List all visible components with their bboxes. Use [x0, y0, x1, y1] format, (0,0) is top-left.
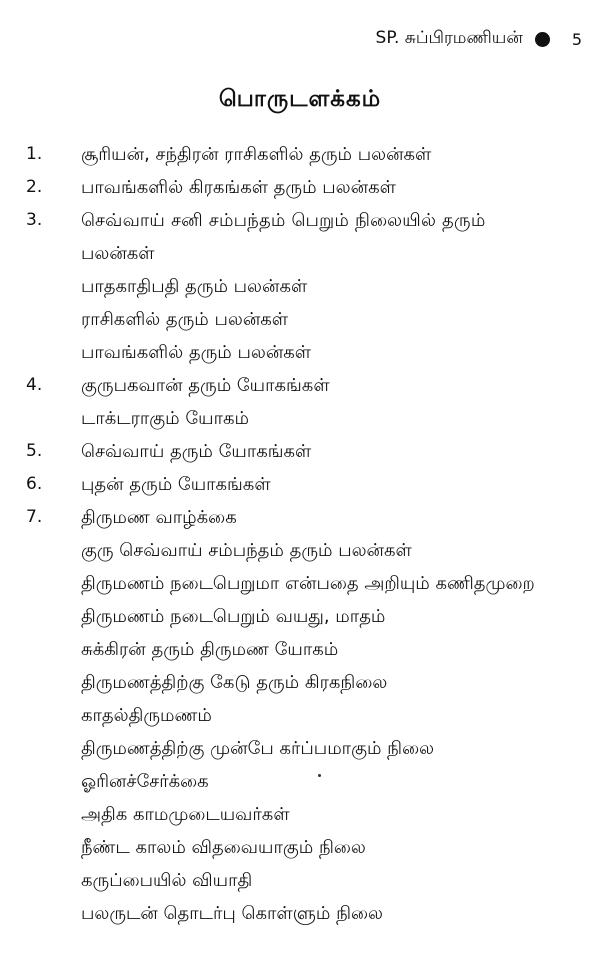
toc-line — [0, 270, 600, 303]
toc-text: சூரியன், சந்திரன் ராசிகளில் தரும் பலன்கள் — [81, 144, 432, 165]
toc-number: 6. — [26, 474, 43, 494]
bullet-dot-icon — [535, 32, 550, 47]
toc-line — [0, 732, 600, 765]
contents-title: பொருடளக்கம் — [218, 86, 382, 112]
toc-line — [0, 435, 600, 468]
toc-line — [0, 567, 600, 600]
toc-number: 4. — [26, 375, 43, 395]
table-of-contents — [0, 138, 600, 930]
author-name: SP. சுப்பிரமணியன் — [375, 28, 523, 48]
toc-text: திருமணத்திற்கு முன்பே கர்ப்பமாகும் நிலை — [81, 738, 435, 759]
toc-text: பாதகாதிபதி தரும் பலன்கள் — [81, 276, 308, 297]
toc-line — [0, 765, 600, 798]
toc-line — [0, 237, 600, 270]
toc-text: பாவங்களில் தரும் பலன்கள் — [81, 342, 312, 363]
page-number: 5 — [571, 29, 582, 49]
toc-line — [0, 831, 600, 864]
toc-line — [0, 138, 600, 171]
toc-text: பலருடன் தொடர்பு கொள்ளும் நிலை — [81, 903, 383, 924]
toc-number: 3. — [26, 210, 43, 230]
toc-line — [0, 666, 600, 699]
toc-line — [0, 633, 600, 666]
toc-line — [0, 534, 600, 567]
toc-line — [0, 699, 600, 732]
toc-text: ராசிகளில் தரும் பலன்கள் — [81, 309, 289, 330]
toc-line — [0, 501, 600, 534]
toc-line — [0, 204, 600, 237]
toc-text: சுக்கிரன் தரும் திருமண யோகம் — [81, 639, 339, 660]
toc-line — [0, 897, 600, 930]
toc-text: திருமண வாழ்க்கை — [81, 507, 237, 528]
toc-line — [0, 798, 600, 831]
toc-line — [0, 336, 600, 369]
toc-number: 5. — [26, 441, 43, 461]
toc-text: புதன் தரும் யோகங்கள் — [81, 474, 271, 495]
toc-number: 1. — [26, 144, 43, 164]
toc-text: காதல்திருமணம் — [81, 705, 212, 726]
toc-line — [0, 468, 600, 501]
toc-line — [0, 402, 600, 435]
toc-text: திருமணம் நடைபெறுமா என்பதை அறியும் கணிதமுறை — [81, 573, 535, 594]
toc-text: செவ்வாய் சனி சம்பந்தம் பெறும் நிலையில் தரும் — [81, 210, 486, 231]
toc-text: ஓரினச்சேர்க்கை — [81, 771, 209, 792]
toc-line — [0, 171, 600, 204]
toc-line — [0, 864, 600, 897]
toc-text: கருப்பையில் வியாதி — [81, 870, 253, 891]
toc-text: செவ்வாய் தரும் யோகங்கள் — [81, 441, 312, 462]
toc-text: திருமணம் நடைபெறும் வயது, மாதம் — [81, 606, 386, 627]
toc-text: நீண்ட காலம் விதவையாகும் நிலை — [81, 837, 366, 858]
toc-text: அதிக காமமுடையவர்கள் — [81, 804, 290, 825]
toc-text: டாக்டராகும் யோகம் — [81, 408, 249, 429]
toc-number: 7. — [26, 507, 43, 527]
toc-text: குரு செவ்வாய் சம்பந்தம் தரும் பலன்கள் — [81, 540, 412, 561]
toc-line — [0, 369, 600, 402]
toc-text: பாவங்களில் கிரகங்கள் தரும் பலன்கள் — [81, 177, 396, 198]
toc-text: திருமணத்திற்கு கேடு தரும் கிரகநிலை — [81, 672, 388, 693]
running-header — [376, 28, 582, 50]
print-speck — [318, 774, 321, 777]
toc-text: பலன்கள் — [81, 243, 155, 264]
toc-line — [0, 600, 600, 633]
toc-line — [0, 303, 600, 336]
toc-text: குருபகவான் தரும் யோகங்கள் — [81, 375, 330, 396]
toc-number: 2. — [26, 177, 43, 197]
